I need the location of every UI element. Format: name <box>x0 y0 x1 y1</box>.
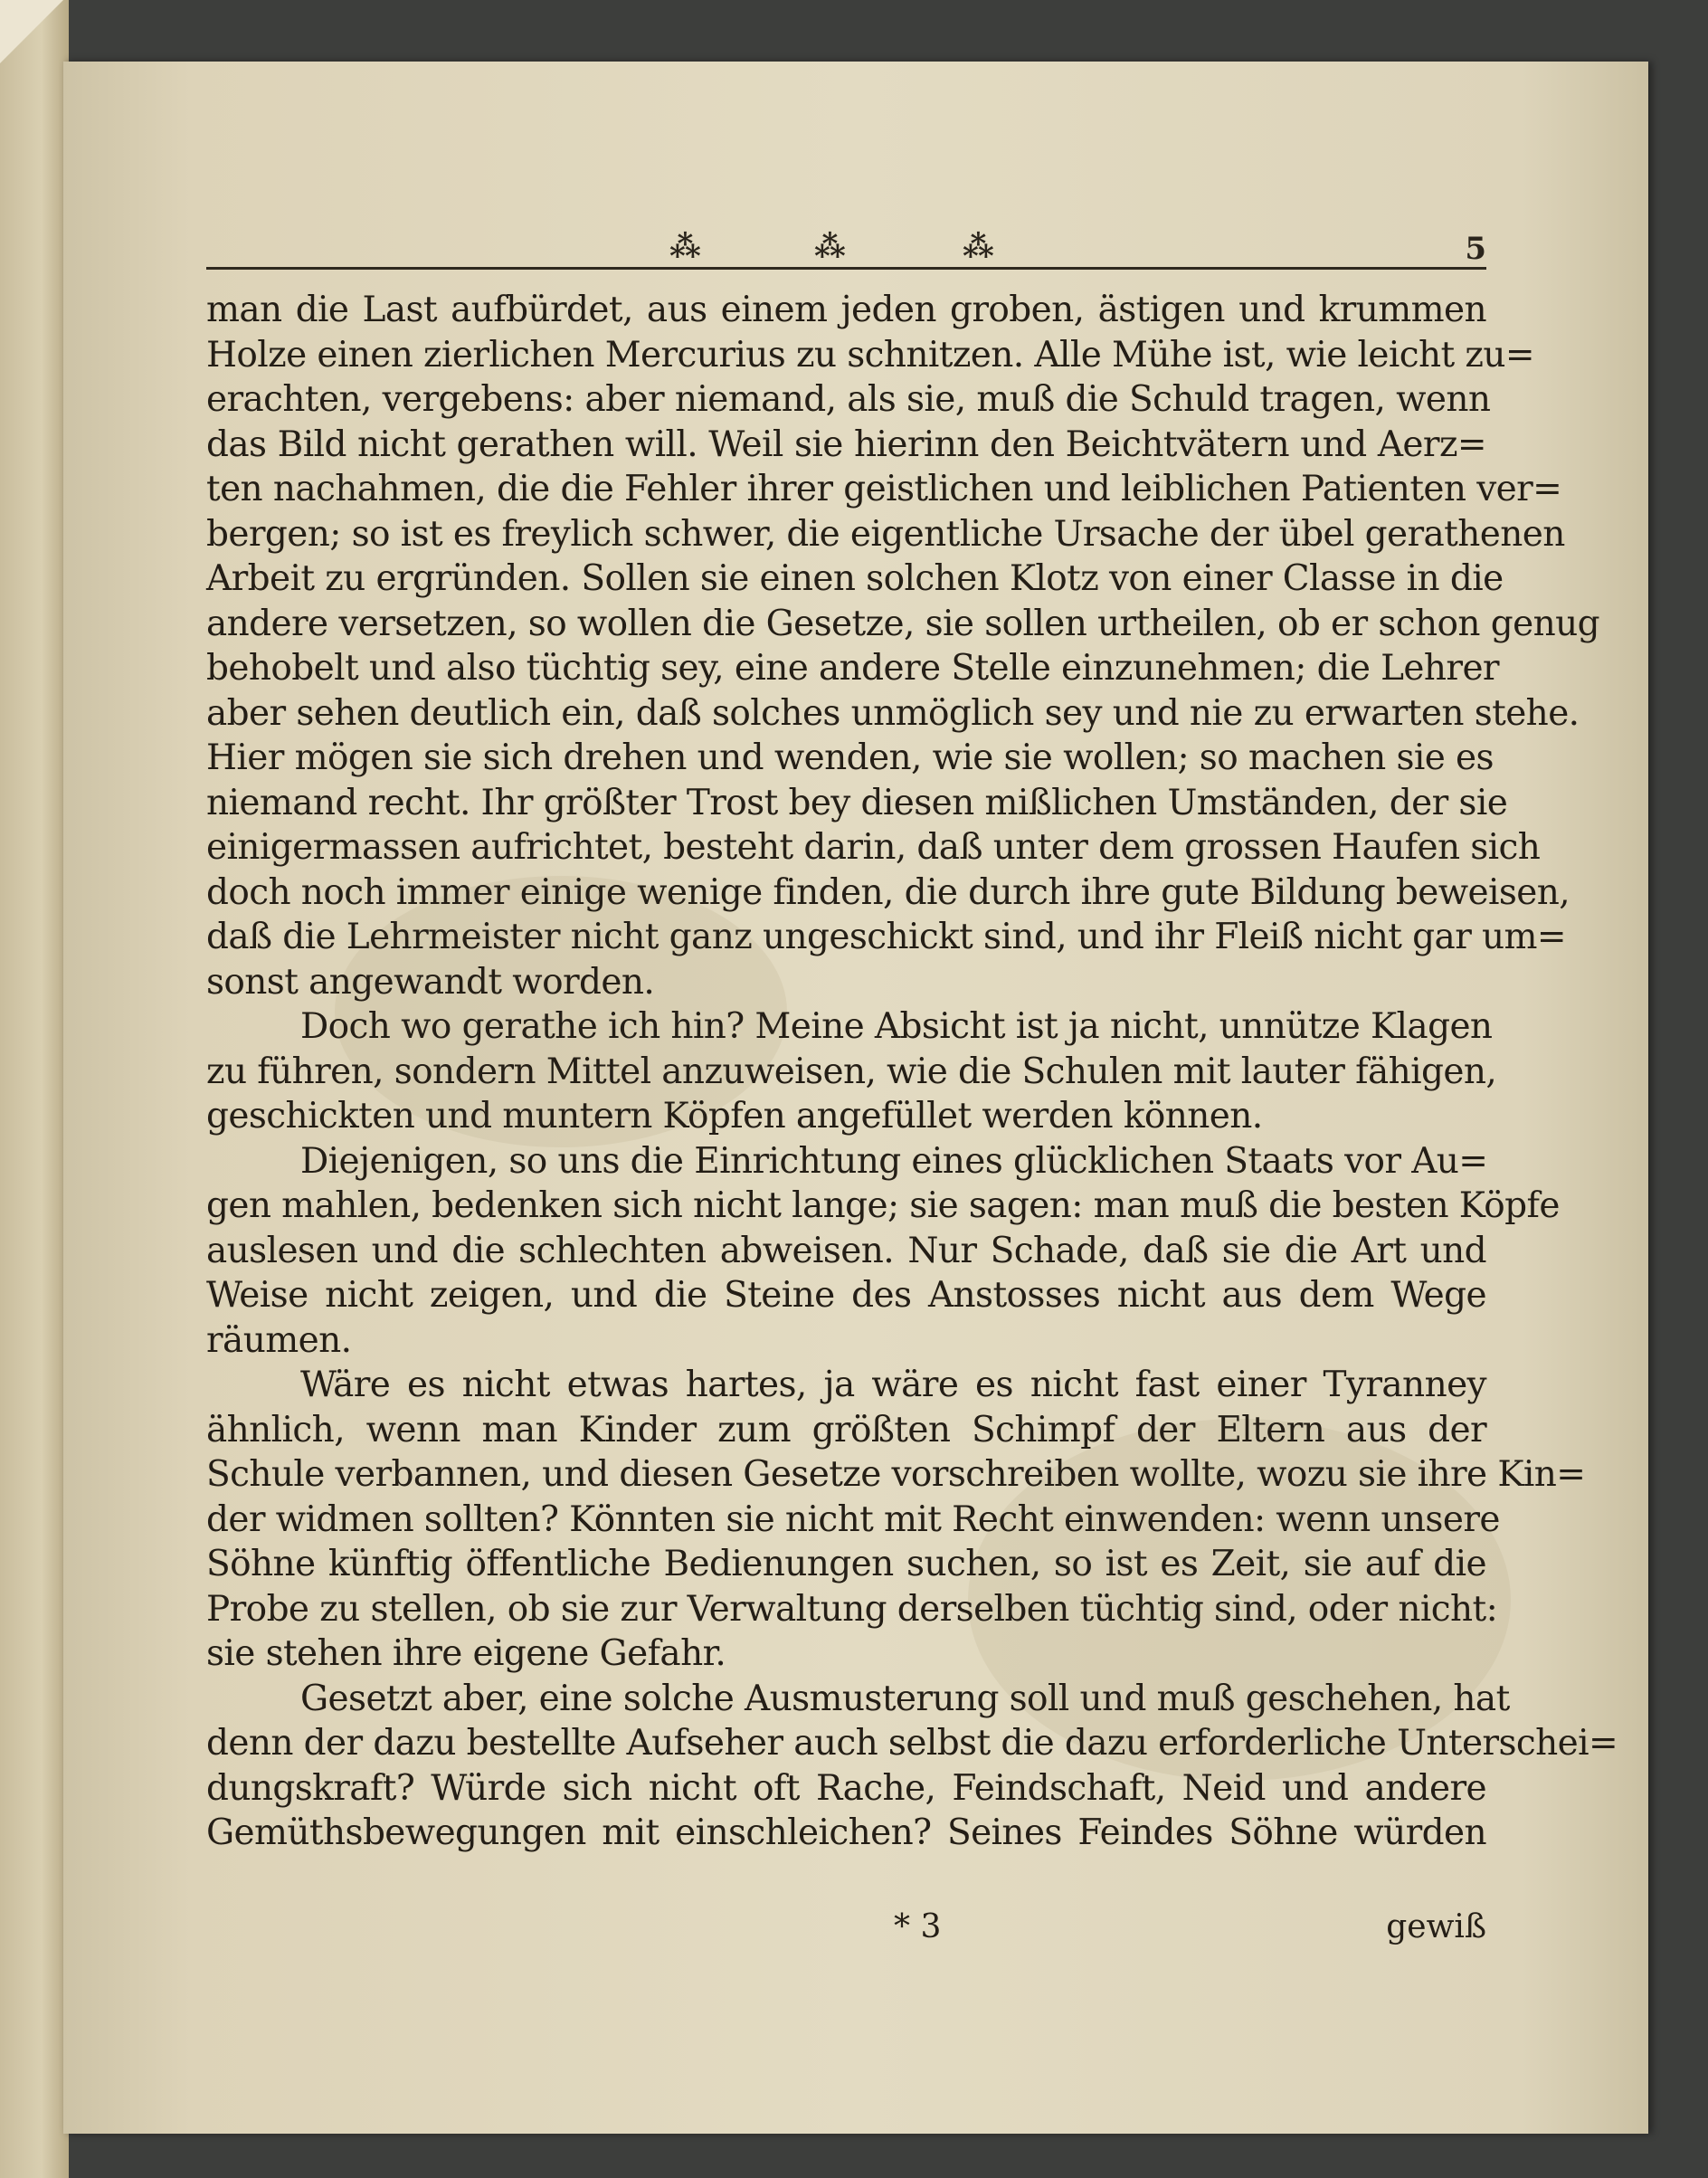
body-text <box>206 288 1618 1856</box>
catchword: gewiß <box>1386 1908 1486 1945</box>
text-line: zu führen, sondern Mittel anzuweisen, wie die Schulen mit lauter fähigen, <box>206 1051 1497 1092</box>
text-line: räumen. <box>206 1319 352 1361</box>
running-head <box>206 222 1486 276</box>
facing-page-corner <box>0 0 63 63</box>
page-number: 5 <box>1465 231 1486 267</box>
facing-page-edge <box>0 0 69 2178</box>
page-footer <box>206 1908 1486 1954</box>
text-line: man die Last aufbürdet, aus einem jeden groben, ästigen und krummen <box>206 290 1486 330</box>
text-line: gen mahlen, bedenken sich nicht lange; sie sagen: man muß die besten Köpfe <box>206 1185 1560 1226</box>
text-line: aber sehen deutlich ein, daß solches unmöglich sey und nie zu erwarten stehe. <box>206 692 1580 734</box>
text-line: sonst angewandt worden. <box>206 961 655 1003</box>
text-line: auslesen und die schlechten abweisen. Nur Schade, daß sie die Art und <box>206 1230 1486 1271</box>
text-line: Hier mögen sie sich drehen und wenden, wie sie wollen; so machen sie es <box>206 737 1494 778</box>
text-line: der widmen sollten? Könnten sie nicht mit Recht einwenden: wenn unsere <box>206 1498 1500 1540</box>
text-line: bergen; so ist es freylich schwer, die eigentliche Ursache der übel gerathenen <box>206 513 1565 555</box>
text-line: Weise nicht zeigen, und die Steine des Anstosses nicht aus dem Wege <box>206 1275 1486 1316</box>
text-line: Gemüthsbewegungen mit einschleichen? Seines Feindes Söhne würden <box>206 1812 1486 1853</box>
paragraph-start: Gesetzt aber, eine solche Ausmusterung soll und muß geschehen, hat <box>300 1678 1510 1719</box>
text-line: daß die Lehrmeister nicht ganz ungeschickt sind, und ihr Fleiß nicht gar um= <box>206 917 1567 957</box>
ornament-glyph: ⁂ <box>814 229 844 265</box>
text-line: ten nachahmen, die die Fehler ihrer geistlichen und leiblichen Patienten ver= <box>206 469 1562 509</box>
paragraph-start: Wäre es nicht etwas hartes, ja wäre es nicht fast einer Tyranney <box>300 1365 1486 1405</box>
text-line: das Bild nicht gerathen will. Weil sie hierinn den Beichtvätern und Aerz= <box>206 423 1486 465</box>
text-line: geschickten und muntern Köpfen angefüllet werden können. <box>206 1096 1263 1137</box>
signature-mark: * 3 <box>894 1908 942 1945</box>
text-line: einigermassen aufrichtet, besteht darin, daß unter dem grossen Haufen sich <box>206 827 1541 868</box>
text-line: doch noch immer einige wenige finden, die durch ihre gute Bildung beweisen, <box>206 871 1570 913</box>
text-line: dungskraft? Würde sich nicht oft Rache, Feindschaft, Neid und andere <box>206 1767 1486 1809</box>
text-line: sie stehen ihre eigene Gefahr. <box>206 1633 726 1674</box>
text-line: Schule verbannen, und diesen Gesetze vorschreiben wollte, wozu sie ihre Kin= <box>206 1454 1586 1495</box>
text-line: ähnlich, wenn man Kinder zum größten Schimpf der Eltern aus der <box>206 1409 1486 1450</box>
text-line: erachten, vergebens: aber niemand, als sie, muß die Schuld tragen, wenn <box>206 379 1491 420</box>
text-line: denn der dazu bestellte Aufseher auch selbst die dazu erforderliche Unterschei= <box>206 1723 1618 1764</box>
text-line: Söhne künftig öffentliche Bedienungen suchen, so ist es Zeit, sie auf die <box>206 1544 1486 1584</box>
ornament-glyph: ⁂ <box>669 229 699 265</box>
paragraph-start: Doch wo gerathe ich hin? Meine Absicht ist ja nicht, unnütze Klagen <box>300 1006 1493 1047</box>
ornament-glyph: ⁂ <box>963 229 992 265</box>
text-line: andere versetzen, so wollen die Gesetze, sie sollen urtheilen, ob er schon genug <box>206 603 1599 644</box>
text-line: behobelt und also tüchtig sey, eine andere Stelle einzunehmen; die Lehrer <box>206 648 1499 689</box>
text-line: Arbeit zu ergründen. Sollen sie einen solchen Klotz von einer Classe in die <box>206 558 1504 599</box>
text-line: Probe zu stellen, ob sie zur Verwaltung derselben tüchtig sind, oder nicht: <box>206 1588 1498 1630</box>
paragraph-start: Diejenigen, so uns die Einrichtung eines glücklichen Staats vor Au= <box>300 1140 1488 1182</box>
text-line: Holze einen zierlichen Mercurius zu schnitzen. Alle Mühe ist, wie leicht zu= <box>206 334 1534 376</box>
text-line: niemand recht. Ihr größter Trost bey diesen mißlichen Umständen, der sie <box>206 782 1508 823</box>
header-rule <box>206 267 1486 270</box>
